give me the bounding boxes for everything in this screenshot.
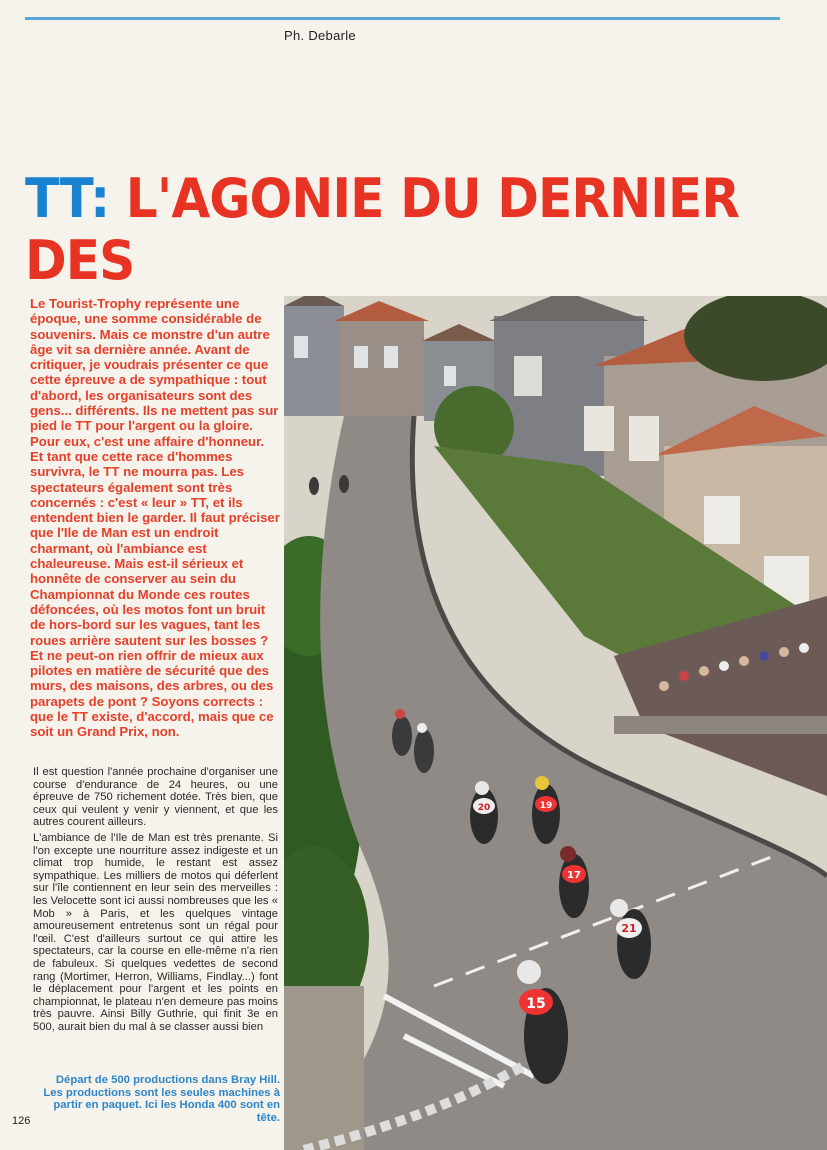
top-rule: [25, 17, 780, 20]
rider-number-21: 21: [621, 922, 637, 935]
rider-number-20: 20: [477, 803, 491, 813]
intro-paragraph: Le Tourist-Trophy représente une époque, une somme considérable de souvenirs. Mais ce monstre d'un autre âge vit sa dernière année. Avant de critiquer, je voudrais présenter ce que cette épreuve a de sympathique : tout d'abord, les organisateurs sont des gens... différents. Ils ne mettent pas sur pied le TT pour l'argent ou la gloire. Pour eux, c'est une affaire d'honneur. Et tant que cette race d'hommes survivra, le TT ne mourra pas. Les spectateurs également sont très concernés : c'est « leur » TT, et ils entendent bien le garder. Il faut préciser que l'Ile de Man est un endroit charmant, où l'ambiance est chaleureuse. Mais est-il sérieux et honnête de conserver au sein du Championnat du Monde ces routes défoncées, où les motos font un bruit de hors-bord sur les vagues, tant les roues arrière sautent sur les bosses ? Et ne peut-on rien offrir de mieux aux pilotes en matière de sécurité que des murs, des maisons, des arbres, ou des parapets de pont ? Soyons corrects : que le TT existe, d'accord, mais que ce soit un Grand Prix, non.: [30, 296, 280, 740]
photo-caption: Départ de 500 productions dans Bray Hill. Les productions sont les seules machines à partir en paquet. Ici les Honda 400 sont en tête.: [43, 1074, 280, 1124]
page-number: 126: [12, 1115, 31, 1127]
headline-colon: :: [90, 167, 110, 230]
rider-number-19: 19: [539, 801, 553, 811]
headline-tt: TT: [25, 167, 91, 230]
race-photo: [284, 296, 827, 1150]
article-body: [33, 766, 278, 1033]
rider-number-17: 17: [567, 870, 581, 881]
body-paragraph-2: L'ambiance de l'Ile de Man est très prenante. Si l'on excepte une nourriture assez indigeste et un climat trop humide, le restant est assez sympathique. Les milliers de motos qui déferlent sur l'île contiennent en leur sein des merveilles : les Velocette sont ici aussi nombreuses que les « Mob » à Paris, et les quelques vintage amoureusement entretenus sont un régal pour l'œil. C'est d'ailleurs surtout ce qui attire les spectateurs, car la course en elle-même n'a rien de fabuleux. Si quelques vedettes de second rang (Mortimer, Herron, Williams, Findlay...) font le déplacement pour l'argent et les points en championnat, le plateau n'en demeure pas moins très pauvre. Ainsi Billy Guthrie, qui finit 3e en 500, aurait bien du mal à se classer aussi bien: [33, 831, 278, 1033]
headline-line1: L'AGONIE DU DERNIER DES: [25, 167, 740, 292]
rider-number-15: 15: [526, 996, 546, 1012]
body-paragraph-1: Il est question l'année prochaine d'organiser une course d'endurance de 24 heures, ou une épreuve de 750 richement dotée. Très bien, que ceux qui veulent y venir y viennent, et que les autres courent ailleurs.: [33, 766, 278, 829]
byline: Ph. Debarle: [284, 28, 356, 43]
